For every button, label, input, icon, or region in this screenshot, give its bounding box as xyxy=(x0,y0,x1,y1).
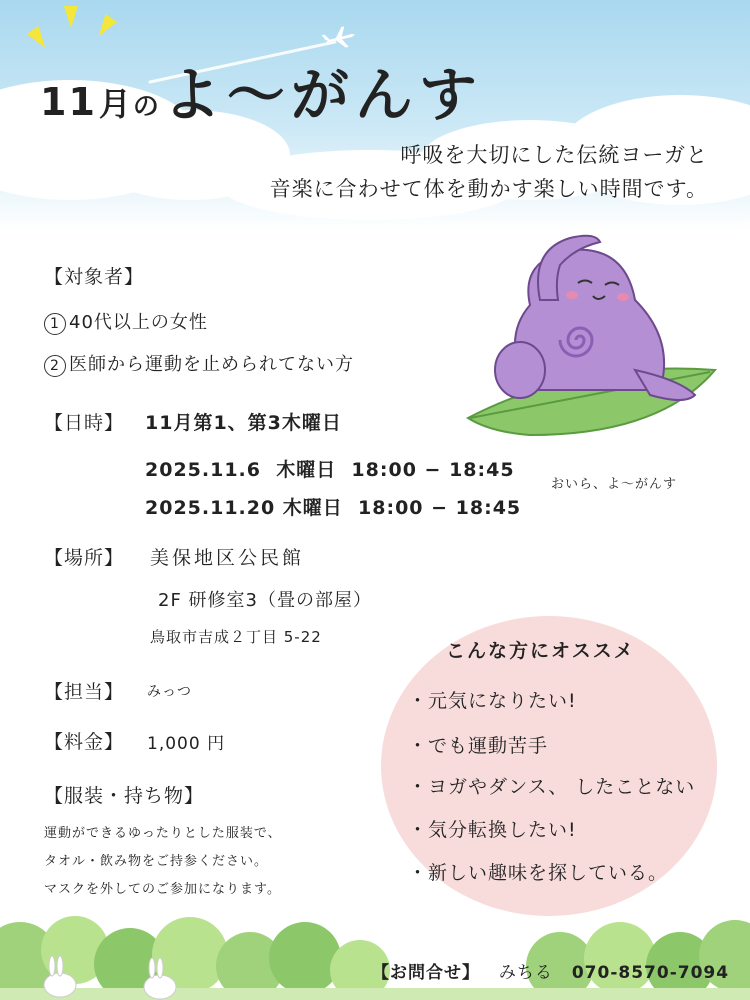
clothing-line: タオル・飲み物をご持参ください。 xyxy=(44,854,269,869)
title-main: よ〜がんす xyxy=(162,61,483,129)
sparkle-icon xyxy=(93,14,117,40)
recommend-item: ・気分転換したい! xyxy=(408,819,577,841)
target-item-1 xyxy=(44,308,208,335)
contact-info xyxy=(372,958,741,983)
target-item-text: 医師から運動を止められてない方 xyxy=(69,354,354,375)
date-line: 2025.11.6 木曜日 18:00 − 18:45 xyxy=(145,459,515,481)
page-title xyxy=(40,48,483,132)
subtitle xyxy=(270,138,708,206)
target-item-2 xyxy=(44,350,354,377)
recommend-item: ・新しい趣味を探している。 xyxy=(408,862,669,884)
title-month-number: 11 xyxy=(40,80,97,124)
subtitle-line: 呼吸を大切にした伝統ヨーガと xyxy=(400,143,708,167)
title-month: 月 xyxy=(98,85,133,123)
fee-label: 【料金】 xyxy=(44,731,125,753)
contact-name: みちる xyxy=(498,963,553,983)
target-item-text: 40代以上の女性 xyxy=(69,312,208,333)
clothing-line: 運動ができるゆったりとした服装で、 xyxy=(44,826,282,841)
staff-value: みっつ xyxy=(147,684,192,700)
recommend-item: ・ヨガやダンス、 したことない xyxy=(408,776,696,798)
date-line: 2025.11.20 木曜日 18:00 − 18:45 xyxy=(145,497,522,519)
place-name: 美保地区公民館 xyxy=(150,547,305,569)
trees-illustration xyxy=(0,900,750,1000)
mascot-illustration xyxy=(460,220,720,450)
subtitle-line: 音楽に合わせて体を動かす楽しい時間です。 xyxy=(269,177,708,201)
clothing-line: マスクを外してのご参加になります。 xyxy=(44,882,281,897)
title-no: の xyxy=(132,92,159,122)
contact-phone[interactable]: 070-8570-7094 xyxy=(571,963,730,983)
fee-value: 1,000 円 xyxy=(147,734,226,754)
number-badge: 1 xyxy=(44,313,66,335)
sparkle-icon xyxy=(64,6,78,28)
target-label: 【対象者】 xyxy=(44,266,145,288)
mascot-caption: おいら、よ〜がんす xyxy=(551,477,678,492)
staff-label: 【担当】 xyxy=(44,681,125,703)
recommend-item: ・元気になりたい! xyxy=(408,690,577,712)
place-label: 【場所】 xyxy=(44,547,125,569)
place-room: 2F 研修室3（畳の部屋） xyxy=(158,590,372,611)
number-badge: 2 xyxy=(44,355,66,377)
datetime-label: 【日時】 xyxy=(44,412,125,434)
place-address: 鳥取市吉成２丁目 5-22 xyxy=(150,628,322,646)
recommend-title: こんな方にオススメ xyxy=(446,640,635,662)
recommend-item: ・でも運動苦手 xyxy=(408,735,549,757)
datetime-summary: 11月第1、第3木曜日 xyxy=(145,412,342,434)
clothing-label: 【服装・持ち物】 xyxy=(44,785,205,807)
contact-label: 【お問合せ】 xyxy=(372,963,480,983)
